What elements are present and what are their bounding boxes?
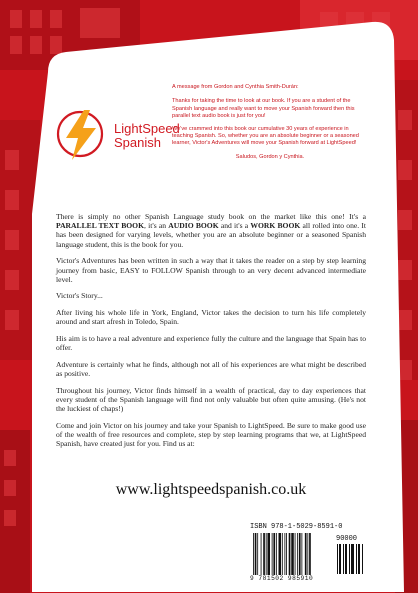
brand-line-lightspeed: LightSpeed <box>114 121 180 136</box>
barcode-bar <box>276 533 277 575</box>
barcode-bars <box>252 533 334 575</box>
barcode-bar <box>295 533 296 575</box>
barcode-bar <box>299 533 301 575</box>
text-run: There is simply no other Spanish Language study book on the market like this one! It's a <box>56 212 366 221</box>
lightning-bolt-icon <box>52 104 112 164</box>
description-paragraph-3: Victor's Story... <box>56 291 103 301</box>
barcode-digits: 9 781502 985910 <box>250 575 314 582</box>
barcode-bar <box>279 533 282 575</box>
barcode-bar <box>291 533 294 575</box>
description-paragraph-7: Throughout his journey, Victor finds himself in a wealth of practical, day to day experiences that every student of the Spanish language will find not only valuable but often quite amusing. (He's not the luckiest of chaps!) <box>56 385 366 414</box>
description-paragraph-4: After living his whole life in York, England, Victor takes the decision to turn his life completely around and start afresh in Toledo, Spain. <box>56 308 366 327</box>
description-paragraph-8: Come and join Victor on his journey and take your Spanish to LightSpeed. Be sure to make good use of the wealth of free resources and complete, step by step learning programs that we, at LightSpeed Spanish, have created just for you. Find us at: <box>56 420 366 449</box>
description-paragraph-6: Adventure is certainly what he finds, although not all of his experiences are what might be described as positive. <box>56 359 366 379</box>
author-message <box>172 84 368 166</box>
text-run: and it's a <box>218 221 251 231</box>
book-description <box>56 212 366 456</box>
barcode-bar <box>282 533 283 575</box>
barcode-bar <box>301 533 302 575</box>
bold-audio-book: AUDIO BOOK <box>168 221 219 231</box>
barcode-bar <box>267 533 270 575</box>
barcode-bar <box>309 533 311 575</box>
description-paragraph-5: His aim is to have a real adventure and experience fully the culture and the language that Spain has to offer. <box>56 334 366 353</box>
description-paragraph-2: Victor's Adventures has been written in such a way that it takes the reader on a step by step learning journey from basic, EASY to FOLLOW Spanish through to an very decent advanced intermediate level. <box>56 256 366 284</box>
brand-name <box>114 122 180 150</box>
website-link[interactable]: www.lightspeedspanish.co.uk <box>115 481 307 498</box>
barcode-bar <box>255 533 257 575</box>
barcode-bar <box>272 533 273 575</box>
barcode-bar <box>305 533 307 575</box>
text-run: all rolled into one. It has been designed for varying levels, whether you are an absolute beginner or a seasoned Spanish language student, this is the book for you. <box>56 221 367 249</box>
barcode-bar <box>261 533 262 575</box>
text-run: , it's an <box>144 221 169 231</box>
isbn-barcode <box>250 523 366 583</box>
brand-line-spanish: Spanish <box>114 135 161 150</box>
barcode-bar <box>307 533 308 575</box>
message-heading: A message from Gordon and Cynthia Smith-Durán: <box>172 84 299 90</box>
barcode-bar <box>266 533 267 575</box>
barcode-bar <box>284 533 285 575</box>
addon-barcode-bars <box>336 544 364 574</box>
message-signature: Saludos, Gordon y Cynthia. <box>235 153 305 160</box>
bold-work-book: WORK BOOK <box>250 221 301 231</box>
description-paragraph-1 <box>56 212 366 249</box>
barcode-bar <box>286 533 287 575</box>
barcode-bar <box>297 533 298 575</box>
barcode-bar <box>263 533 265 575</box>
price-code: 90000 <box>336 535 358 543</box>
barcode-bar <box>257 533 258 575</box>
isbn-number: ISBN 978-1-5029-8591-0 <box>250 523 343 531</box>
brand-logo <box>52 104 180 164</box>
message-paragraph-2: We've crammed into this book our cumulative 30 years of experience in teaching Spanish. So, whether you are an absolute beginner or a seasoned learner, Victor's Adventures will move your Spanish forward at LightSpeed! <box>172 125 359 147</box>
barcode-bar <box>289 533 291 575</box>
message-paragraph-1: Thanks for taking the time to look at our book. If you are a student of the Spanish language and really want to move your Spanish forward then this parallel text audio book is just for you! <box>172 98 355 120</box>
bold-parallel-text-book: PARALLEL TEXT BOOK <box>56 221 144 231</box>
barcode-bar <box>253 533 254 575</box>
barcode-bar <box>273 533 275 575</box>
